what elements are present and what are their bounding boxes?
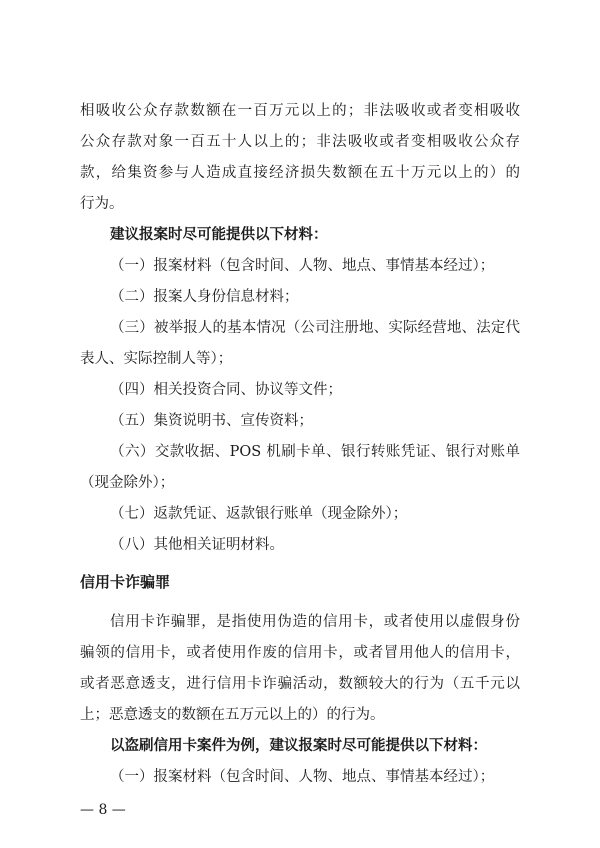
page-number: — 8 — — [80, 802, 126, 818]
material-item: （八）其他相关证明材料。 — [110, 537, 284, 553]
material-item: （二）报案人身份信息材料； — [110, 289, 299, 305]
material-item-continuation: （现金除外）； — [80, 475, 175, 491]
material-item: （五）集资说明书、宣传资料； — [110, 413, 313, 429]
paragraph-line: 款，给集资参与人造成直接经济损失数额在五十万元以上的）的 — [80, 165, 520, 181]
materials-intro: 以盗刷信用卡案件为例，建议报案时尽可能提供以下材料： — [110, 737, 487, 754]
paragraph-line: 公众存款对象一百五十人以上的；非法吸收或者变相吸收公众存 — [80, 134, 520, 150]
material-item-continuation: 表人、实际控制人等）； — [80, 351, 233, 367]
material-item: （一）报案材料（包含时间、人物、地点、事情基本经过）； — [110, 258, 495, 274]
paragraph-line: 相吸收公众存款数额在一百万元以上的；非法吸收或者变相吸收 — [80, 103, 520, 119]
materials-intro: 建议报案时尽可能提供以下材料： — [110, 226, 328, 243]
material-item: （四）相关投资合同、协议等文件； — [110, 382, 342, 398]
paragraph-line: 上；恶意透支的数额在五万元以上的）的行为。 — [80, 707, 385, 723]
material-item: （一）报案材料（包含时间、人物、地点、事情基本经过）； — [110, 769, 495, 785]
paragraph-line: 信用卡诈骗罪，是指使用伪造的信用卡，或者使用以虚假身份 — [110, 614, 520, 630]
paragraph-line: 行为。 — [80, 196, 124, 212]
paragraph-line: 骗领的信用卡，或者使用作废的信用卡，或者冒用他人的信用卡， — [80, 645, 520, 661]
section-heading: 信用卡诈骗罪 — [80, 573, 171, 591]
paragraph-line: 或者恶意透支，进行信用卡诈骗活动，数额较大的行为（五千元以 — [80, 676, 520, 692]
material-item: （六）交款收据、POS 机刷卡单、银行转账凭证、银行对账单 — [110, 444, 520, 460]
material-item: （七）返款凭证、返款银行账单（现金除外）； — [110, 506, 408, 522]
material-item: （三）被举报人的基本情况（公司注册地、实际经营地、法定代 — [110, 320, 520, 336]
